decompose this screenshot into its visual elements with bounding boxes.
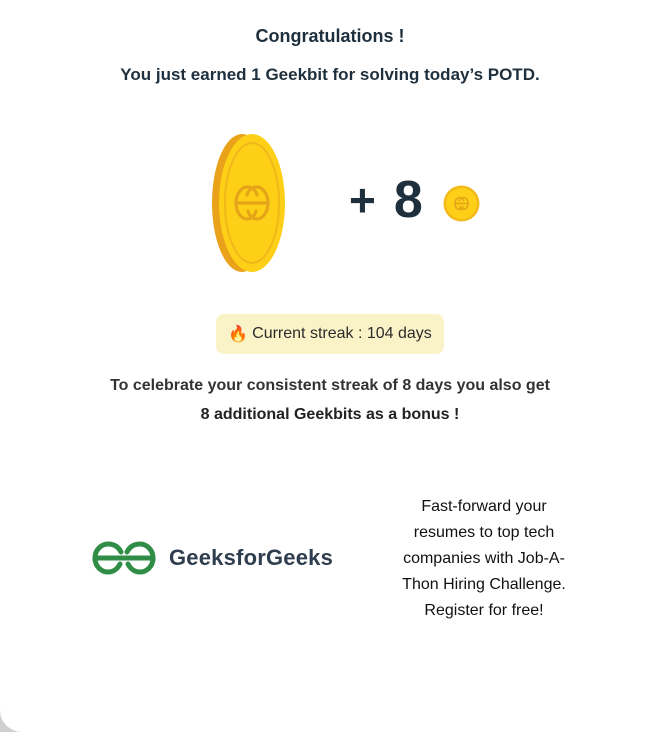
gfg-logo-icon: [89, 540, 159, 576]
promo-text: Fast-forward your resumes to top tech companies with Job-A-Thon Hiring Challenge. Register for free!: [402, 498, 566, 619]
plus-sign: +: [349, 174, 376, 226]
bonus-count: [349, 170, 423, 230]
logo-text: GeeksforGeeks: [169, 545, 334, 570]
small-geekbit-coin-icon: [443, 185, 480, 222]
geekbit-coin-icon: [212, 133, 288, 273]
bonus-message-line1: To celebrate your consistent streak of 8 days you also get: [110, 377, 550, 394]
earned-message: You just earned 1 Geekbit for solving today’s POTD.: [120, 65, 540, 84]
streak-badge: [216, 314, 444, 354]
bonus-value: 8: [393, 171, 423, 229]
streak-text: Current streak : 104 days: [252, 325, 432, 342]
congratulations-title: Congratulations !: [255, 26, 405, 46]
bonus-message-line2: 8 additional Geekbits as a bonus !: [200, 406, 460, 423]
geeksforgeeks-logo[interactable]: [89, 540, 333, 576]
fire-icon: 🔥: [228, 326, 249, 343]
